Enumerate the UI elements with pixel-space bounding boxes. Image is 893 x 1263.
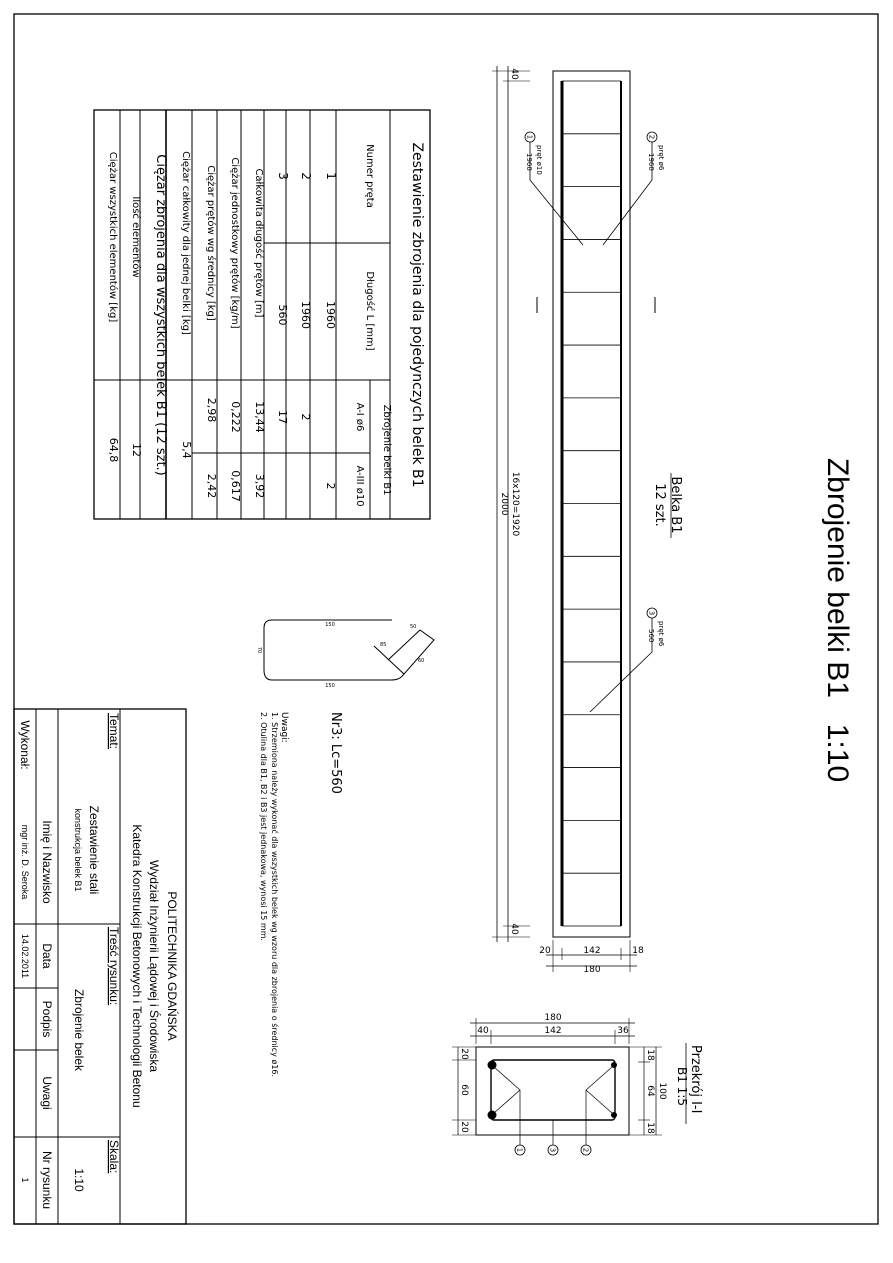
svg-text:2: 2	[324, 482, 337, 490]
svg-text:12: 12	[130, 443, 143, 457]
bar-2-marker	[647, 132, 657, 142]
svg-text:20: 20	[459, 1048, 469, 1060]
svg-text:1:10: 1:10	[72, 1168, 86, 1192]
svg-text:40: 40	[509, 923, 519, 935]
svg-text:100: 100	[657, 1082, 667, 1100]
svg-text:POLITECHNIKA GDAŃSKA: POLITECHNIKA GDAŃSKA	[165, 891, 179, 1041]
svg-text:2: 2	[299, 172, 313, 180]
beam-elevation	[525, 71, 683, 937]
svg-text:mgr inż. D. Seroka: mgr inż. D. Seroka	[20, 824, 30, 900]
svg-text:1: 1	[525, 134, 534, 140]
svg-text:1: 1	[20, 1177, 30, 1183]
svg-text:142: 142	[544, 1026, 562, 1036]
beam-length-dims	[492, 66, 530, 942]
section-marker-1	[515, 1145, 525, 1155]
svg-text:Ciężar całkowity dla jednej be: Ciężar całkowity dla jednej belki [kg]	[180, 151, 191, 335]
table-title	[409, 142, 425, 487]
svg-text:2,98: 2,98	[205, 397, 218, 423]
svg-text:64: 64	[645, 1085, 655, 1097]
bar-2-label	[647, 145, 665, 171]
stirrups	[562, 81, 621, 926]
svg-text:1960: 1960	[647, 153, 655, 171]
svg-text:1. Strzemiona należy wykonać d: 1. Strzemiona należy wykonać dla wszystkich belek wg wzoru dla zbrojenia o średnicy ø16.	[270, 712, 279, 1078]
beam-width-dims	[539, 940, 644, 975]
svg-text:pręt ø6: pręt ø6	[657, 621, 665, 647]
svg-text:konstrukcja belek B1: konstrukcja belek B1	[73, 808, 83, 892]
svg-text:60: 60	[459, 1084, 469, 1096]
svg-text:Uwagi:: Uwagi:	[279, 712, 289, 743]
svg-text:560: 560	[276, 304, 289, 326]
svg-text:20: 20	[539, 946, 551, 956]
svg-text:1: 1	[515, 1147, 524, 1153]
svg-text:17: 17	[276, 410, 289, 424]
svg-text:A-I ø6: A-I ø6	[354, 402, 365, 432]
svg-text:3,92: 3,92	[253, 473, 266, 499]
svg-text:14.02.2011: 14.02.2011	[20, 933, 30, 979]
stirrup-shape	[256, 620, 434, 794]
svg-text:Długość L [mm]: Długość L [mm]	[364, 271, 375, 351]
stirrup-caption	[328, 712, 343, 794]
table-all-title	[153, 154, 168, 476]
svg-text:A-III ø10: A-III ø10	[354, 465, 365, 507]
svg-text:18: 18	[645, 1122, 655, 1134]
svg-text:2: 2	[581, 1147, 590, 1153]
svg-text:Zbrojenie belek: Zbrojenie belek	[72, 988, 86, 1072]
beam-outline	[553, 71, 630, 937]
drawing-title	[821, 458, 854, 782]
svg-text:B1 1:5: B1 1:5	[675, 1067, 689, 1106]
svg-text:3: 3	[276, 172, 290, 180]
svg-text:Skala:: Skala:	[107, 1140, 121, 1174]
svg-text:Całkowita długość prętów [m]: Całkowita długość prętów [m]	[253, 168, 264, 318]
svg-text:180: 180	[544, 1013, 562, 1023]
svg-text:70: 70	[256, 646, 262, 654]
svg-text:64,8: 64,8	[107, 437, 120, 463]
title-block	[14, 709, 186, 1224]
svg-text:pręt ø6: pręt ø6	[657, 145, 665, 171]
svg-text:Zbrojenie belki B11:10: Zbrojenie belki B11:10	[821, 457, 854, 783]
svg-text:5,4: 5,4	[180, 441, 193, 459]
svg-text:60: 60	[418, 658, 425, 664]
svg-text:Treść rysunku:: Treść rysunku:	[107, 927, 121, 1006]
svg-text:Przekrój I-I: Przekrój I-I	[688, 1045, 703, 1114]
cross-section	[452, 1013, 703, 1155]
svg-text:85: 85	[380, 642, 387, 648]
svg-text:Temat:: Temat:	[107, 713, 121, 750]
svg-text:0,617: 0,617	[229, 470, 242, 502]
svg-text:2000: 2000	[499, 492, 509, 516]
svg-text:40: 40	[509, 68, 519, 80]
svg-text:2. Otulina dla B1, B2 i B3 jes: 2. Otulina dla B1, B2 i B3 jest jednakowa, wynosi 15 mm.	[259, 712, 268, 942]
svg-text:Imię i Nazwisko: Imię i Nazwisko	[40, 820, 54, 904]
svg-text:Podpis: Podpis	[40, 1000, 54, 1038]
svg-text:1: 1	[324, 172, 338, 180]
bar-2-leader	[603, 142, 652, 245]
svg-text:Numer pręta: Numer pręta	[364, 144, 375, 208]
svg-text:pręt ø10: pręt ø10	[535, 145, 543, 175]
svg-text:180: 180	[583, 965, 601, 975]
svg-text:1960: 1960	[299, 301, 312, 329]
svg-text:Ciężar jednostkowy prętów [kg/: Ciężar jednostkowy prętów [kg/m]	[229, 157, 240, 329]
svg-text:1960: 1960	[525, 153, 533, 171]
svg-text:Wydział Inżynierii Lądowej i Ś: Wydział Inżynierii Lądowej i Środowiska	[147, 860, 161, 1072]
svg-text:0,222: 0,222	[229, 401, 242, 433]
svg-text:3: 3	[548, 1147, 557, 1153]
bar-1-label	[525, 145, 543, 175]
svg-text:36: 36	[617, 1026, 629, 1036]
svg-text:Ciężar prętów wg średnicy [kg]: Ciężar prętów wg średnicy [kg]	[205, 165, 216, 321]
svg-text:40: 40	[477, 1026, 489, 1036]
svg-text:13,44: 13,44	[253, 401, 266, 433]
svg-text:Zestawienie stali: Zestawienie stali	[87, 805, 101, 895]
svg-text:Data: Data	[40, 943, 54, 969]
svg-text:2,42: 2,42	[205, 473, 218, 499]
svg-text:150: 150	[325, 622, 335, 628]
svg-text:Katedra Konstrukcji Betonowych: Katedra Konstrukcji Betonowych i Technologii Betonu	[130, 824, 144, 1108]
section-marker-2	[581, 1145, 591, 1155]
bar-3-label	[647, 621, 665, 647]
svg-text:Ciężar wszystkich elementów [k: Ciężar wszystkich elementów [kg]	[107, 151, 118, 323]
svg-text:12 szt.: 12 szt.	[652, 483, 667, 527]
svg-text:18: 18	[645, 1049, 655, 1061]
svg-text:150: 150	[325, 683, 335, 689]
svg-text:Ciężar zbrojenia dla wszystkic: Ciężar zbrojenia dla wszystkich belek B1 (12 szt.)	[153, 154, 168, 476]
svg-text:Zbrojenie belki B1: Zbrojenie belki B1	[381, 404, 392, 496]
svg-text:Nr3: Lc=560: Nr3: Lc=560	[328, 712, 343, 794]
svg-text:Zestawienie zbrojenia dla poje: Zestawienie zbrojenia dla pojedynczych belek B1	[409, 142, 425, 488]
svg-text:Belka B1: Belka B1	[668, 476, 683, 534]
svg-text:Nr rysunku: Nr rysunku	[40, 1150, 54, 1210]
beam-label	[652, 476, 683, 533]
svg-text:16x120=1920: 16x120=1920	[510, 471, 520, 537]
svg-text:142: 142	[583, 946, 601, 956]
svg-text:2: 2	[647, 134, 656, 140]
section-stirrup	[491, 1060, 615, 1120]
svg-text:3: 3	[647, 610, 656, 616]
svg-text:Uwagi: Uwagi	[40, 1076, 54, 1110]
bar-1-marker	[525, 132, 535, 142]
svg-text:Wykonał:: Wykonał:	[18, 720, 32, 770]
section-title	[675, 1045, 703, 1113]
svg-text:2: 2	[299, 413, 312, 421]
svg-text:1960: 1960	[324, 301, 337, 329]
svg-text:Ilość elementów: Ilość elementów	[130, 196, 141, 278]
svg-text:18: 18	[632, 946, 644, 956]
reinforcement-table	[94, 110, 430, 519]
svg-text:20: 20	[459, 1121, 469, 1133]
section-marker-3	[548, 1145, 558, 1155]
bar-3-marker	[647, 608, 657, 618]
notes	[259, 712, 289, 1077]
svg-text:560: 560	[647, 629, 655, 643]
svg-text:50: 50	[410, 624, 417, 630]
